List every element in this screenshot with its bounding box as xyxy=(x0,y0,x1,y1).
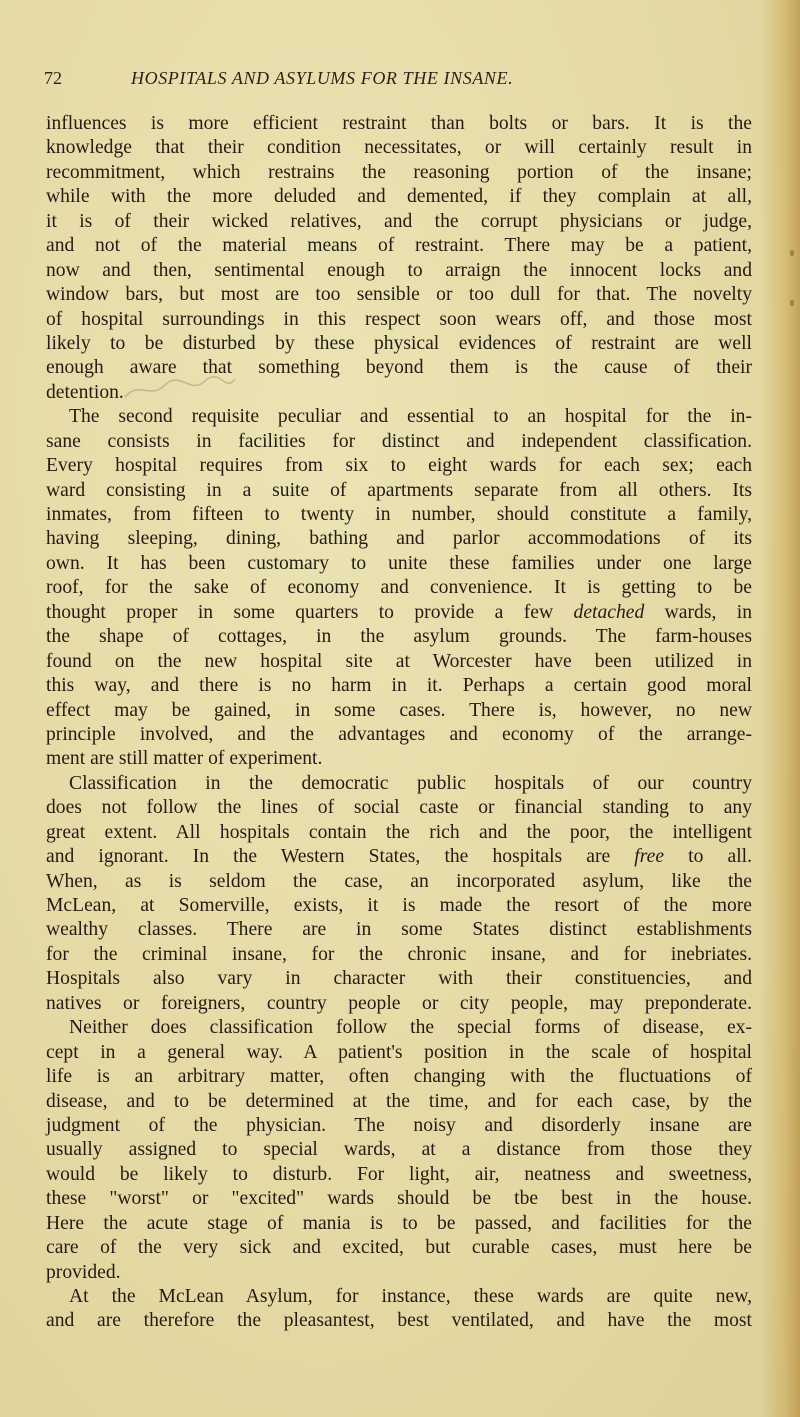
text-line: Here the acute stage of mania is to be passed, and facilities for the xyxy=(46,1212,752,1234)
text-line: disease, and to be determined at the time, and for each case, by the xyxy=(46,1090,752,1112)
text-line: and are therefore the pleasantest, best ventilated, and have the most xyxy=(46,1310,752,1332)
text-line: The second requisite peculiar and essential to an hospital for the in- xyxy=(69,406,752,428)
text-line: while with the more deluded and demented, if they complain at all, xyxy=(46,186,752,208)
text-line: usually assigned to special wards, at a distance from those they xyxy=(46,1139,752,1161)
running-title: HOSPITALS AND ASYLUMS FOR THE INSANE. xyxy=(131,68,514,88)
text-line: this way, and there is no harm in it. Perhaps a certain good moral xyxy=(46,675,752,697)
edge-speck xyxy=(790,250,794,256)
body-text xyxy=(46,112,752,1334)
text-segment: to all. xyxy=(664,846,752,868)
text-line: of hospital surroundings in this respect soon wears off, and those most xyxy=(46,308,752,330)
text-line: recommitment, which restrains the reasoning portion of the insane; xyxy=(46,161,752,183)
text-line: the shape of cottages, in the asylum grounds. The farm-houses xyxy=(46,626,752,648)
text-line: and not of the material means of restraint. There may be a patient, xyxy=(46,235,752,257)
text-line: enough aware that something beyond them is the cause of their xyxy=(46,357,752,379)
text-line: window bars, but most are too sensible or too dull for that. The novelty xyxy=(46,284,752,306)
text-line: own. It has been customary to unite these families under one large xyxy=(46,552,752,574)
text-line: knowledge that their condition necessitates, or will certainly result in xyxy=(46,137,752,159)
page-number: 72 xyxy=(44,68,62,88)
text-line: roof, for the sake of economy and convenience. It is getting to be xyxy=(46,577,752,599)
text-line: life is an arbitrary matter, often changing with the fluctuations of xyxy=(46,1066,752,1088)
text-line: these "worst" or "excited" wards should be tbe best in the house. xyxy=(46,1188,752,1210)
text-line: When, as is seldom the case, an incorporated asylum, like the xyxy=(46,870,752,892)
text-line: great extent. All hospitals contain the rich and the poor, the intelligent xyxy=(46,821,752,843)
text-line: Classification in the democratic public hospitals of our country xyxy=(69,772,752,794)
text-line: sane consists in facilities for distinct and independent classification. xyxy=(46,430,752,452)
text-line: having sleeping, dining, bathing and parlor accommodations of its xyxy=(46,528,752,550)
edge-speck xyxy=(790,300,794,306)
text-line: McLean, at Somerville, exists, it is made the resort of the more xyxy=(46,895,752,916)
text-line: ment are still matter of experiment. xyxy=(46,748,323,770)
text-line: does not follow the lines of social caste or financial standing to any xyxy=(46,797,752,819)
text-line: now and then, sentimental enough to arraign the innocent locks and xyxy=(46,259,752,281)
text-line: care of the very sick and excited, but curable cases, must here be xyxy=(46,1237,752,1259)
text-line: likely to be disturbed by these physical evidences of restraint are well xyxy=(46,332,752,354)
text-line: would be likely to disturb. For light, air, neatness and sweetness, xyxy=(46,1163,752,1185)
text-line: judgment of the physician. The noisy and disorderly insane are xyxy=(46,1114,752,1136)
running-header xyxy=(44,66,684,90)
text-line xyxy=(46,601,752,625)
text-line: principle involved, and the advantages and economy of the arrange- xyxy=(46,723,752,745)
text-line: Every hospital requires from six to eight wards for each sex; each xyxy=(46,455,752,477)
text-line: Hospitals also vary in character with their constituencies, and xyxy=(46,968,752,990)
text-line: Neither does classification follow the special forms of disease, ex- xyxy=(69,1017,752,1039)
text-line xyxy=(46,845,752,869)
text-segment: thought proper in some quarters to provide a few xyxy=(46,601,574,623)
text-segment: and ignorant. In the Western States, the hospitals are xyxy=(46,846,635,868)
text-line: natives or foreigners, country people or city people, may preponderate. xyxy=(46,992,752,1014)
text-line: for the criminal insane, for the chronic insane, and for inebriates. xyxy=(46,943,752,965)
text-line: At the McLean Asylum, for instance, these wards are quite new, xyxy=(69,1286,752,1307)
text-line: detention. xyxy=(46,381,124,403)
text-line: cept in a general way. A patient's position in the scale of hospital xyxy=(46,1041,752,1063)
text-line: effect may be gained, in some cases. There is, however, no new xyxy=(46,699,752,721)
text-line: provided. xyxy=(46,1261,121,1283)
text-line: wealthy classes. There are in some States distinct establishments xyxy=(46,919,752,941)
text-line: ward consisting in a suite of apartments separate from all others. Its xyxy=(46,479,752,501)
text-segment: wards, in xyxy=(644,601,752,623)
text-line: found on the new hospital site at Worcester have been utilized in xyxy=(46,650,752,672)
text-line: inmates, from fifteen to twenty in number, should constitute a family, xyxy=(46,504,752,525)
italic-emphasis: detached xyxy=(573,601,645,623)
text-line: influences is more efficient restraint than bolts or bars. It is the xyxy=(46,113,752,134)
text-line: it is of their wicked relatives, and the corrupt physicians or judge, xyxy=(46,210,752,232)
italic-emphasis: free xyxy=(634,846,665,868)
